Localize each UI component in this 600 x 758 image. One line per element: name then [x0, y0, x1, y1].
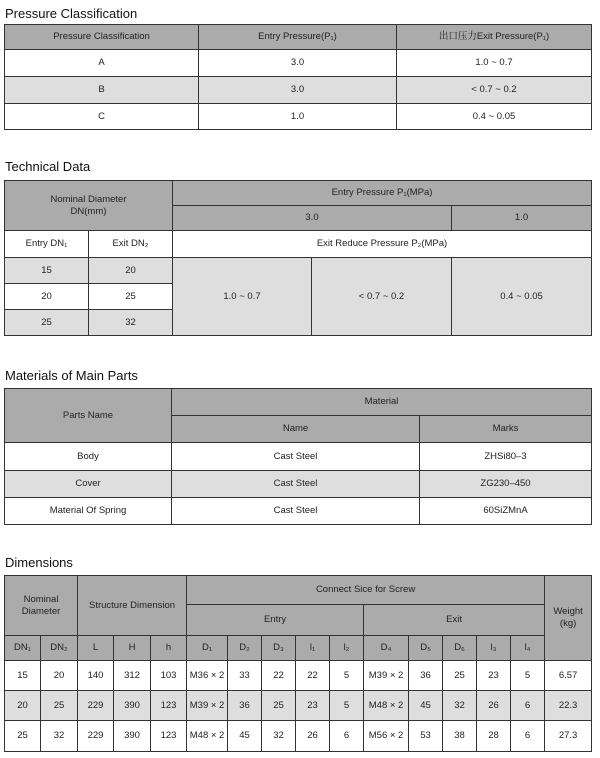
table-cell: 45 [409, 691, 443, 721]
table-cell: M39 × 2 [187, 691, 228, 721]
subheader-cell: D₃ [262, 636, 296, 661]
dimensions-section-title: Dimensions [5, 555, 73, 570]
table-cell: 22 [262, 661, 296, 691]
table-cell: 390 [114, 691, 151, 721]
table-cell: Material Of Spring [5, 498, 172, 525]
range-cell: 0.4 ~ 0.05 [452, 258, 592, 336]
subheader-cell: l₁ [296, 636, 330, 661]
table-cell: 5 [330, 661, 364, 691]
weight-unit: (kg) [559, 618, 577, 629]
table-cell: 6 [511, 721, 545, 752]
subheader-cell: DN₁ [5, 636, 41, 661]
exit-reduce-pressure-header: Exit Reduce Pressure P₂(MPa) [173, 231, 592, 258]
table-cell: 26 [296, 721, 330, 752]
table-cell: 22 [296, 661, 330, 691]
table-cell: 103 [151, 661, 187, 691]
diameter-label: Diameter [21, 605, 61, 617]
table-cell: 36 [228, 691, 262, 721]
table-cell: 20 [89, 258, 173, 284]
table-cell: 6.57 [545, 661, 592, 691]
table-row [5, 77, 592, 104]
table-cell: 390 [114, 721, 151, 752]
entry-pressure-header: Entry Pressure P₁(MPa) [173, 181, 592, 206]
table-cell: 45 [228, 721, 262, 752]
nominal-label: Nominal [23, 593, 59, 605]
nominal-diameter-header [5, 181, 173, 231]
table-cell: 20 [5, 691, 41, 721]
table-row [5, 661, 592, 691]
connect-screw-header: Connect Sice for Screw [187, 576, 545, 605]
table-cell: 32 [443, 691, 477, 721]
subheader-cell: l₄ [511, 636, 545, 661]
table-cell: B [5, 77, 199, 104]
table-cell: 5 [511, 661, 545, 691]
table-cell: 25 [89, 284, 173, 310]
table-cell: 1.0 [199, 104, 397, 130]
table-cell: 27.3 [545, 721, 592, 752]
exit-dn-header: Exit DN₂ [89, 231, 173, 258]
pressure-classification-table [4, 24, 592, 130]
subheader-cell: l₃ [477, 636, 511, 661]
table-cell: A [5, 50, 199, 77]
table-cell: Cast Steel [172, 471, 420, 498]
nominal-diameter-label: Nominal Diameter [50, 193, 127, 205]
table-row [5, 258, 592, 284]
table-cell: M56 × 2 [364, 721, 409, 752]
structure-dimension-header: Structure Dimension [78, 576, 187, 636]
table-cell: 229 [78, 721, 114, 752]
table-cell: Cast Steel [172, 498, 420, 525]
table-cell: M39 × 2 [364, 661, 409, 691]
table-cell: 23 [296, 691, 330, 721]
range-cell: 1.0 ~ 0.7 [173, 258, 312, 336]
exit-header: Exit [364, 605, 545, 636]
table-cell: 3.0 [199, 77, 397, 104]
table-cell: 60SiZMnA [420, 498, 592, 525]
subheader-cell: D₄ [364, 636, 409, 661]
dimensions-table [4, 575, 592, 752]
table-cell: 229 [78, 691, 114, 721]
table-cell: 25 [5, 310, 89, 336]
technical-data-table [4, 180, 592, 336]
table-cell: 28 [477, 721, 511, 752]
table-cell: 25 [443, 661, 477, 691]
table-cell: 23 [477, 661, 511, 691]
table-cell: 38 [443, 721, 477, 752]
table-cell: Body [5, 443, 172, 471]
table-row [5, 50, 592, 77]
table-cell: 140 [78, 661, 114, 691]
subheader-cell: D₂ [228, 636, 262, 661]
table-cell: 5 [330, 691, 364, 721]
table-cell: 26 [477, 691, 511, 721]
table-cell: 33 [228, 661, 262, 691]
technical-section-title: Technical Data [5, 159, 91, 174]
name-header: Name [172, 416, 420, 443]
table-cell: 53 [409, 721, 443, 752]
subheader-cell: L [78, 636, 114, 661]
table-cell: 123 [151, 691, 187, 721]
table-row [5, 104, 592, 130]
table-cell: M48 × 2 [364, 691, 409, 721]
range-cell: < 0.7 ~ 0.2 [312, 258, 452, 336]
nominal-diameter-header [5, 576, 78, 636]
table-cell: ZHSi80–3 [420, 443, 592, 471]
subheader-cell: D₁ [187, 636, 228, 661]
table-cell: 1.0 ~ 0.7 [397, 50, 592, 77]
table-cell: 32 [89, 310, 173, 336]
table-cell: 312 [114, 661, 151, 691]
table-row [5, 443, 592, 471]
header-pressure-classification: Pressure Classification [5, 25, 199, 50]
materials-table [4, 388, 592, 525]
table-cell: 15 [5, 661, 41, 691]
table-cell: 0.4 ~ 0.05 [397, 104, 592, 130]
table-cell: Cast Steel [172, 443, 420, 471]
header-exit-pressure: 出口压力Exit Pressure(P₁) [397, 25, 592, 50]
table-cell: < 0.7 ~ 0.2 [397, 77, 592, 104]
table-header-row [5, 25, 592, 50]
marks-header: Marks [420, 416, 592, 443]
subheader-cell: l₂ [330, 636, 364, 661]
entry-pressure-1-0: 1.0 [452, 206, 592, 231]
table-cell: M36 × 2 [187, 661, 228, 691]
table-cell: 6 [511, 691, 545, 721]
nominal-diameter-unit: DN(mm) [70, 205, 107, 217]
table-cell: 3.0 [199, 50, 397, 77]
table-row [5, 498, 592, 525]
entry-dn-header: Entry DN₁ [5, 231, 89, 258]
dimensions-subheader-row [5, 636, 592, 661]
weight-header [545, 576, 592, 661]
table-cell: 25 [5, 721, 41, 752]
table-cell: C [5, 104, 199, 130]
pressure-section-title: Pressure Classification [5, 6, 138, 21]
table-row [5, 721, 592, 752]
weight-label: Weight [553, 606, 583, 617]
table-cell: 32 [262, 721, 296, 752]
subheader-cell: D₅ [409, 636, 443, 661]
subheader-cell: H [114, 636, 151, 661]
table-cell: ZG230–450 [420, 471, 592, 498]
table-cell: Cover [5, 471, 172, 498]
table-row [5, 471, 592, 498]
material-header: Material [172, 389, 592, 416]
materials-section-title: Materials of Main Parts [5, 368, 138, 383]
table-cell: 123 [151, 721, 187, 752]
header-entry-pressure: Entry Pressure(P₁) [199, 25, 397, 50]
subheader-cell: D₆ [443, 636, 477, 661]
table-cell: 20 [5, 284, 89, 310]
table-cell: 15 [5, 258, 89, 284]
parts-name-header: Parts Name [5, 389, 172, 443]
table-cell: 36 [409, 661, 443, 691]
subheader-cell: DN₂ [41, 636, 78, 661]
table-cell: 25 [41, 691, 78, 721]
table-cell: 6 [330, 721, 364, 752]
table-cell: 22.3 [545, 691, 592, 721]
table-row [5, 691, 592, 721]
table-cell: 20 [41, 661, 78, 691]
table-cell: M48 × 2 [187, 721, 228, 752]
table-cell: 25 [262, 691, 296, 721]
subheader-cell: h [151, 636, 187, 661]
entry-pressure-3-0: 3.0 [173, 206, 452, 231]
table-cell: 32 [41, 721, 78, 752]
entry-header: Entry [187, 605, 364, 636]
